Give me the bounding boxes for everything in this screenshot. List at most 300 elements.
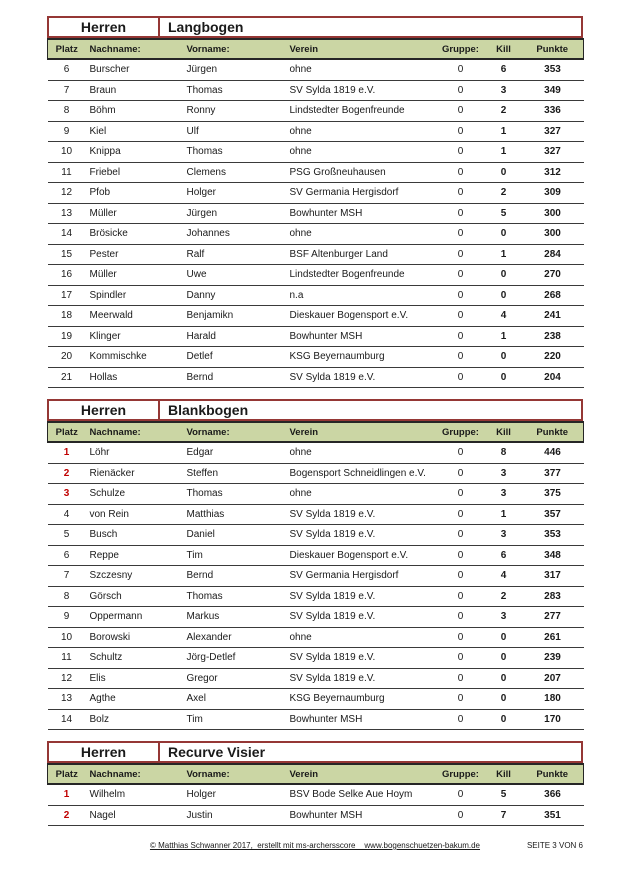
cell-punkte: 327 [522, 142, 584, 163]
cell-punkte: 170 [522, 709, 584, 730]
cell-vorname: Bernd [183, 566, 286, 587]
column-header-row [48, 39, 584, 59]
column-header-platz: Platz [48, 764, 86, 784]
cell-nachname: Kommischke [86, 347, 183, 368]
cell-gruppe: 0 [436, 463, 486, 484]
cell-nachname: Wilhelm [86, 784, 183, 805]
cell-punkte: 180 [522, 689, 584, 710]
cell-verein: Bowhunter MSH [286, 805, 436, 826]
column-header-verein: Verein [286, 39, 436, 59]
cell-nachname: Rienäcker [86, 463, 183, 484]
cell-vorname: Holger [183, 183, 286, 204]
cell-gruppe: 0 [436, 367, 486, 388]
cell-punkte: 268 [522, 285, 584, 306]
cell-verein: Bowhunter MSH [286, 326, 436, 347]
cell-kill: 0 [486, 224, 522, 245]
table-row [48, 244, 584, 265]
cell-verein: SV Germania Hergisdorf [286, 566, 436, 587]
cell-gruppe: 0 [436, 689, 486, 710]
cell-vorname: Uwe [183, 265, 286, 286]
cell-kill: 3 [486, 607, 522, 628]
cell-nachname: Nagel [86, 805, 183, 826]
cell-nachname: Friebel [86, 162, 183, 183]
cell-platz: 5 [48, 525, 86, 546]
cell-nachname: Müller [86, 265, 183, 286]
cell-platz: 6 [48, 59, 86, 80]
cell-vorname: Thomas [183, 142, 286, 163]
cell-gruppe: 0 [436, 668, 486, 689]
column-header-gruppe: Gruppe: [436, 422, 486, 442]
cell-vorname: Ulf [183, 121, 286, 142]
cell-nachname: Braun [86, 80, 183, 101]
column-header-vorname: Vorname: [183, 39, 286, 59]
cell-punkte: 327 [522, 121, 584, 142]
column-header-punkte: Punkte [522, 422, 584, 442]
table-row [48, 607, 584, 628]
cell-vorname: Thomas [183, 586, 286, 607]
cell-kill: 0 [486, 347, 522, 368]
cell-punkte: 204 [522, 367, 584, 388]
column-header-verein: Verein [286, 764, 436, 784]
cell-platz: 11 [48, 648, 86, 669]
cell-gruppe: 0 [436, 525, 486, 546]
table-row [48, 566, 584, 587]
table-group-title: Herren [49, 743, 160, 761]
table-row [48, 162, 584, 183]
cell-platz: 14 [48, 224, 86, 245]
table-category-title: Recurve Visier [168, 744, 266, 760]
table-row [48, 121, 584, 142]
cell-platz: 16 [48, 265, 86, 286]
cell-gruppe: 0 [436, 121, 486, 142]
table-row [48, 545, 584, 566]
cell-nachname: Schultz [86, 648, 183, 669]
cell-verein: SV Sylda 1819 e.V. [286, 525, 436, 546]
table-row [48, 484, 584, 505]
cell-platz: 3 [48, 484, 86, 505]
table-row [48, 203, 584, 224]
cell-kill: 3 [486, 80, 522, 101]
cell-vorname: Thomas [183, 484, 286, 505]
cell-punkte: 349 [522, 80, 584, 101]
cell-platz: 21 [48, 367, 86, 388]
cell-gruppe: 0 [436, 784, 486, 805]
column-header-nachname: Nachname: [86, 39, 183, 59]
cell-punkte: 336 [522, 101, 584, 122]
cell-nachname: Agthe [86, 689, 183, 710]
table-row [48, 265, 584, 286]
cell-punkte: 241 [522, 306, 584, 327]
cell-kill: 3 [486, 463, 522, 484]
cell-platz: 9 [48, 121, 86, 142]
cell-platz: 2 [48, 805, 86, 826]
cell-vorname: Tim [183, 545, 286, 566]
cell-platz: 19 [48, 326, 86, 347]
table-row [48, 183, 584, 204]
result-table [47, 16, 583, 388]
cell-vorname: Jürgen [183, 203, 286, 224]
cell-vorname: Danny [183, 285, 286, 306]
table-row [48, 805, 584, 826]
table-row [48, 142, 584, 163]
cell-nachname: Borowski [86, 627, 183, 648]
table-title-band [47, 16, 583, 38]
cell-gruppe: 0 [436, 224, 486, 245]
footer-credit: © Matthias Schwanner 2017, erstellt mit ms-archersscore www.bogenschuetzen-bakum.de [149, 841, 481, 850]
cell-platz: 18 [48, 306, 86, 327]
cell-punkte: 238 [522, 326, 584, 347]
cell-platz: 11 [48, 162, 86, 183]
cell-punkte: 357 [522, 504, 584, 525]
cell-kill: 0 [486, 162, 522, 183]
cell-platz: 15 [48, 244, 86, 265]
cell-platz: 10 [48, 627, 86, 648]
cell-punkte: 446 [522, 442, 584, 463]
cell-platz: 2 [48, 463, 86, 484]
result-table [47, 399, 583, 730]
cell-nachname: Meerwald [86, 306, 183, 327]
cell-nachname: Kiel [86, 121, 183, 142]
cell-verein: SV Sylda 1819 e.V. [286, 607, 436, 628]
cell-platz: 12 [48, 668, 86, 689]
tables-root [47, 16, 583, 837]
table-row [48, 306, 584, 327]
cell-verein: ohne [286, 142, 436, 163]
table-row [48, 442, 584, 463]
column-header-kill: Kill [486, 422, 522, 442]
cell-nachname: Pester [86, 244, 183, 265]
cell-nachname: Böhm [86, 101, 183, 122]
cell-kill: 1 [486, 121, 522, 142]
cell-nachname: Müller [86, 203, 183, 224]
table-group-title: Herren [49, 401, 160, 419]
footer-page-number: SEITE 3 VON 6 [526, 841, 583, 850]
cell-verein: KSG Beyernaumburg [286, 347, 436, 368]
cell-kill: 1 [486, 244, 522, 265]
cell-verein: ohne [286, 59, 436, 80]
table-row [48, 504, 584, 525]
cell-verein: BSV Bode Selke Aue Hoym [286, 784, 436, 805]
table-row [48, 367, 584, 388]
table-title-band [47, 399, 583, 421]
cell-gruppe: 0 [436, 627, 486, 648]
cell-platz: 6 [48, 545, 86, 566]
cell-nachname: Bolz [86, 709, 183, 730]
table-row [48, 689, 584, 710]
cell-kill: 0 [486, 668, 522, 689]
cell-verein: ohne [286, 224, 436, 245]
cell-vorname: Axel [183, 689, 286, 710]
cell-verein: SV Sylda 1819 e.V. [286, 504, 436, 525]
cell-platz: 1 [48, 442, 86, 463]
cell-vorname: Clemens [183, 162, 286, 183]
cell-kill: 2 [486, 586, 522, 607]
cell-platz: 17 [48, 285, 86, 306]
cell-gruppe: 0 [436, 545, 486, 566]
cell-punkte: 300 [522, 224, 584, 245]
table-row [48, 347, 584, 368]
cell-kill: 4 [486, 306, 522, 327]
cell-punkte: 284 [522, 244, 584, 265]
cell-vorname: Justin [183, 805, 286, 826]
cell-nachname: Pfob [86, 183, 183, 204]
cell-vorname: Benjamikn [183, 306, 286, 327]
cell-verein: Bogensport Schneidlingen e.V. [286, 463, 436, 484]
column-header-vorname: Vorname: [183, 422, 286, 442]
cell-verein: SV Sylda 1819 e.V. [286, 668, 436, 689]
table-row [48, 285, 584, 306]
table-row [48, 80, 584, 101]
cell-nachname: Burscher [86, 59, 183, 80]
cell-nachname: Reppe [86, 545, 183, 566]
cell-vorname: Jürgen [183, 59, 286, 80]
cell-punkte: 309 [522, 183, 584, 204]
cell-verein: SV Germania Hergisdorf [286, 183, 436, 204]
cell-nachname: Görsch [86, 586, 183, 607]
cell-platz: 20 [48, 347, 86, 368]
cell-vorname: Gregor [183, 668, 286, 689]
cell-verein: ohne [286, 484, 436, 505]
cell-gruppe: 0 [436, 648, 486, 669]
cell-kill: 1 [486, 142, 522, 163]
cell-gruppe: 0 [436, 484, 486, 505]
table-row [48, 525, 584, 546]
cell-punkte: 317 [522, 566, 584, 587]
cell-punkte: 351 [522, 805, 584, 826]
cell-punkte: 220 [522, 347, 584, 368]
column-header-gruppe: Gruppe: [436, 764, 486, 784]
results-grid [47, 421, 584, 730]
cell-gruppe: 0 [436, 101, 486, 122]
cell-nachname: Hollas [86, 367, 183, 388]
cell-gruppe: 0 [436, 203, 486, 224]
cell-verein: ohne [286, 442, 436, 463]
cell-punkte: 353 [522, 59, 584, 80]
cell-gruppe: 0 [436, 442, 486, 463]
cell-kill: 0 [486, 367, 522, 388]
column-header-punkte: Punkte [522, 764, 584, 784]
cell-platz: 8 [48, 101, 86, 122]
cell-gruppe: 0 [436, 504, 486, 525]
cell-gruppe: 0 [436, 59, 486, 80]
cell-platz: 1 [48, 784, 86, 805]
page-footer [47, 841, 583, 850]
cell-platz: 13 [48, 203, 86, 224]
table-body [48, 59, 584, 388]
cell-punkte: 239 [522, 648, 584, 669]
cell-gruppe: 0 [436, 244, 486, 265]
cell-kill: 8 [486, 442, 522, 463]
cell-vorname: Detlef [183, 347, 286, 368]
cell-verein: SV Sylda 1819 e.V. [286, 648, 436, 669]
cell-kill: 0 [486, 648, 522, 669]
column-header-verein: Verein [286, 422, 436, 442]
cell-kill: 6 [486, 545, 522, 566]
cell-vorname: Steffen [183, 463, 286, 484]
table-row [48, 59, 584, 80]
cell-verein: n.a [286, 285, 436, 306]
cell-vorname: Markus [183, 607, 286, 628]
cell-punkte: 353 [522, 525, 584, 546]
column-header-vorname: Vorname: [183, 764, 286, 784]
column-header-row [48, 764, 584, 784]
column-header-kill: Kill [486, 764, 522, 784]
cell-kill: 0 [486, 627, 522, 648]
cell-vorname: Ronny [183, 101, 286, 122]
cell-punkte: 377 [522, 463, 584, 484]
table-row [48, 627, 584, 648]
cell-kill: 5 [486, 784, 522, 805]
cell-punkte: 366 [522, 784, 584, 805]
cell-kill: 1 [486, 326, 522, 347]
cell-punkte: 270 [522, 265, 584, 286]
table-group-title: Herren [49, 18, 160, 36]
column-header-platz: Platz [48, 39, 86, 59]
cell-punkte: 300 [522, 203, 584, 224]
cell-verein: PSG Großneuhausen [286, 162, 436, 183]
cell-gruppe: 0 [436, 162, 486, 183]
column-header-row [48, 422, 584, 442]
cell-platz: 13 [48, 689, 86, 710]
table-category-title: Langbogen [168, 19, 244, 35]
cell-kill: 0 [486, 689, 522, 710]
cell-kill: 1 [486, 504, 522, 525]
cell-kill: 7 [486, 805, 522, 826]
cell-verein: Lindstedter Bogenfreunde [286, 265, 436, 286]
cell-nachname: Oppermann [86, 607, 183, 628]
cell-vorname: Tim [183, 709, 286, 730]
cell-platz: 10 [48, 142, 86, 163]
cell-gruppe: 0 [436, 306, 486, 327]
cell-nachname: Spindler [86, 285, 183, 306]
table-body [48, 442, 584, 730]
cell-punkte: 261 [522, 627, 584, 648]
column-header-nachname: Nachname: [86, 764, 183, 784]
result-table [47, 741, 583, 826]
cell-verein: KSG Beyernaumburg [286, 689, 436, 710]
cell-verein: Lindstedter Bogenfreunde [286, 101, 436, 122]
cell-gruppe: 0 [436, 80, 486, 101]
cell-verein: BSF Altenburger Land [286, 244, 436, 265]
cell-vorname: Alexander [183, 627, 286, 648]
cell-verein: ohne [286, 627, 436, 648]
cell-punkte: 207 [522, 668, 584, 689]
cell-platz: 8 [48, 586, 86, 607]
cell-nachname: Löhr [86, 442, 183, 463]
cell-kill: 4 [486, 566, 522, 587]
cell-vorname: Harald [183, 326, 286, 347]
cell-nachname: Elis [86, 668, 183, 689]
cell-nachname: Busch [86, 525, 183, 546]
cell-nachname: Schulze [86, 484, 183, 505]
table-category-title: Blankbogen [168, 402, 249, 418]
cell-vorname: Bernd [183, 367, 286, 388]
cell-kill: 0 [486, 285, 522, 306]
cell-vorname: Edgar [183, 442, 286, 463]
cell-gruppe: 0 [436, 285, 486, 306]
table-body [48, 784, 584, 826]
cell-nachname: von Rein [86, 504, 183, 525]
table-title-band [47, 741, 583, 763]
cell-gruppe: 0 [436, 566, 486, 587]
cell-vorname: Thomas [183, 80, 286, 101]
cell-kill: 3 [486, 484, 522, 505]
cell-kill: 3 [486, 525, 522, 546]
cell-nachname: Brösicke [86, 224, 183, 245]
cell-vorname: Ralf [183, 244, 286, 265]
results-grid [47, 38, 584, 388]
cell-gruppe: 0 [436, 709, 486, 730]
cell-gruppe: 0 [436, 805, 486, 826]
table-row [48, 784, 584, 805]
column-header-nachname: Nachname: [86, 422, 183, 442]
cell-gruppe: 0 [436, 347, 486, 368]
column-header-gruppe: Gruppe: [436, 39, 486, 59]
cell-gruppe: 0 [436, 265, 486, 286]
table-row [48, 709, 584, 730]
table-row [48, 326, 584, 347]
table-row [48, 101, 584, 122]
cell-verein: ohne [286, 121, 436, 142]
cell-kill: 0 [486, 709, 522, 730]
cell-nachname: Szczesny [86, 566, 183, 587]
results-grid [47, 763, 584, 826]
cell-kill: 6 [486, 59, 522, 80]
cell-verein: Bowhunter MSH [286, 709, 436, 730]
cell-platz: 14 [48, 709, 86, 730]
cell-vorname: Jörg-Detlef [183, 648, 286, 669]
cell-platz: 4 [48, 504, 86, 525]
cell-kill: 2 [486, 101, 522, 122]
table-row [48, 586, 584, 607]
cell-platz: 7 [48, 80, 86, 101]
table-row [48, 463, 584, 484]
cell-gruppe: 0 [436, 607, 486, 628]
cell-vorname: Johannes [183, 224, 286, 245]
table-row [48, 668, 584, 689]
column-header-platz: Platz [48, 422, 86, 442]
table-row [48, 224, 584, 245]
cell-punkte: 283 [522, 586, 584, 607]
cell-kill: 5 [486, 203, 522, 224]
cell-punkte: 277 [522, 607, 584, 628]
cell-punkte: 375 [522, 484, 584, 505]
cell-punkte: 312 [522, 162, 584, 183]
cell-vorname: Daniel [183, 525, 286, 546]
cell-punkte: 348 [522, 545, 584, 566]
table-row [48, 648, 584, 669]
cell-verein: SV Sylda 1819 e.V. [286, 80, 436, 101]
cell-gruppe: 0 [436, 142, 486, 163]
cell-platz: 9 [48, 607, 86, 628]
cell-nachname: Knippa [86, 142, 183, 163]
cell-platz: 7 [48, 566, 86, 587]
cell-nachname: Klinger [86, 326, 183, 347]
cell-verein: SV Sylda 1819 e.V. [286, 586, 436, 607]
column-header-punkte: Punkte [522, 39, 584, 59]
cell-platz: 12 [48, 183, 86, 204]
cell-gruppe: 0 [436, 183, 486, 204]
column-header-kill: Kill [486, 39, 522, 59]
cell-kill: 0 [486, 265, 522, 286]
cell-verein: Bowhunter MSH [286, 203, 436, 224]
cell-vorname: Holger [183, 784, 286, 805]
cell-verein: Dieskauer Bogensport e.V. [286, 306, 436, 327]
cell-kill: 2 [486, 183, 522, 204]
cell-gruppe: 0 [436, 326, 486, 347]
cell-gruppe: 0 [436, 586, 486, 607]
cell-vorname: Matthias [183, 504, 286, 525]
